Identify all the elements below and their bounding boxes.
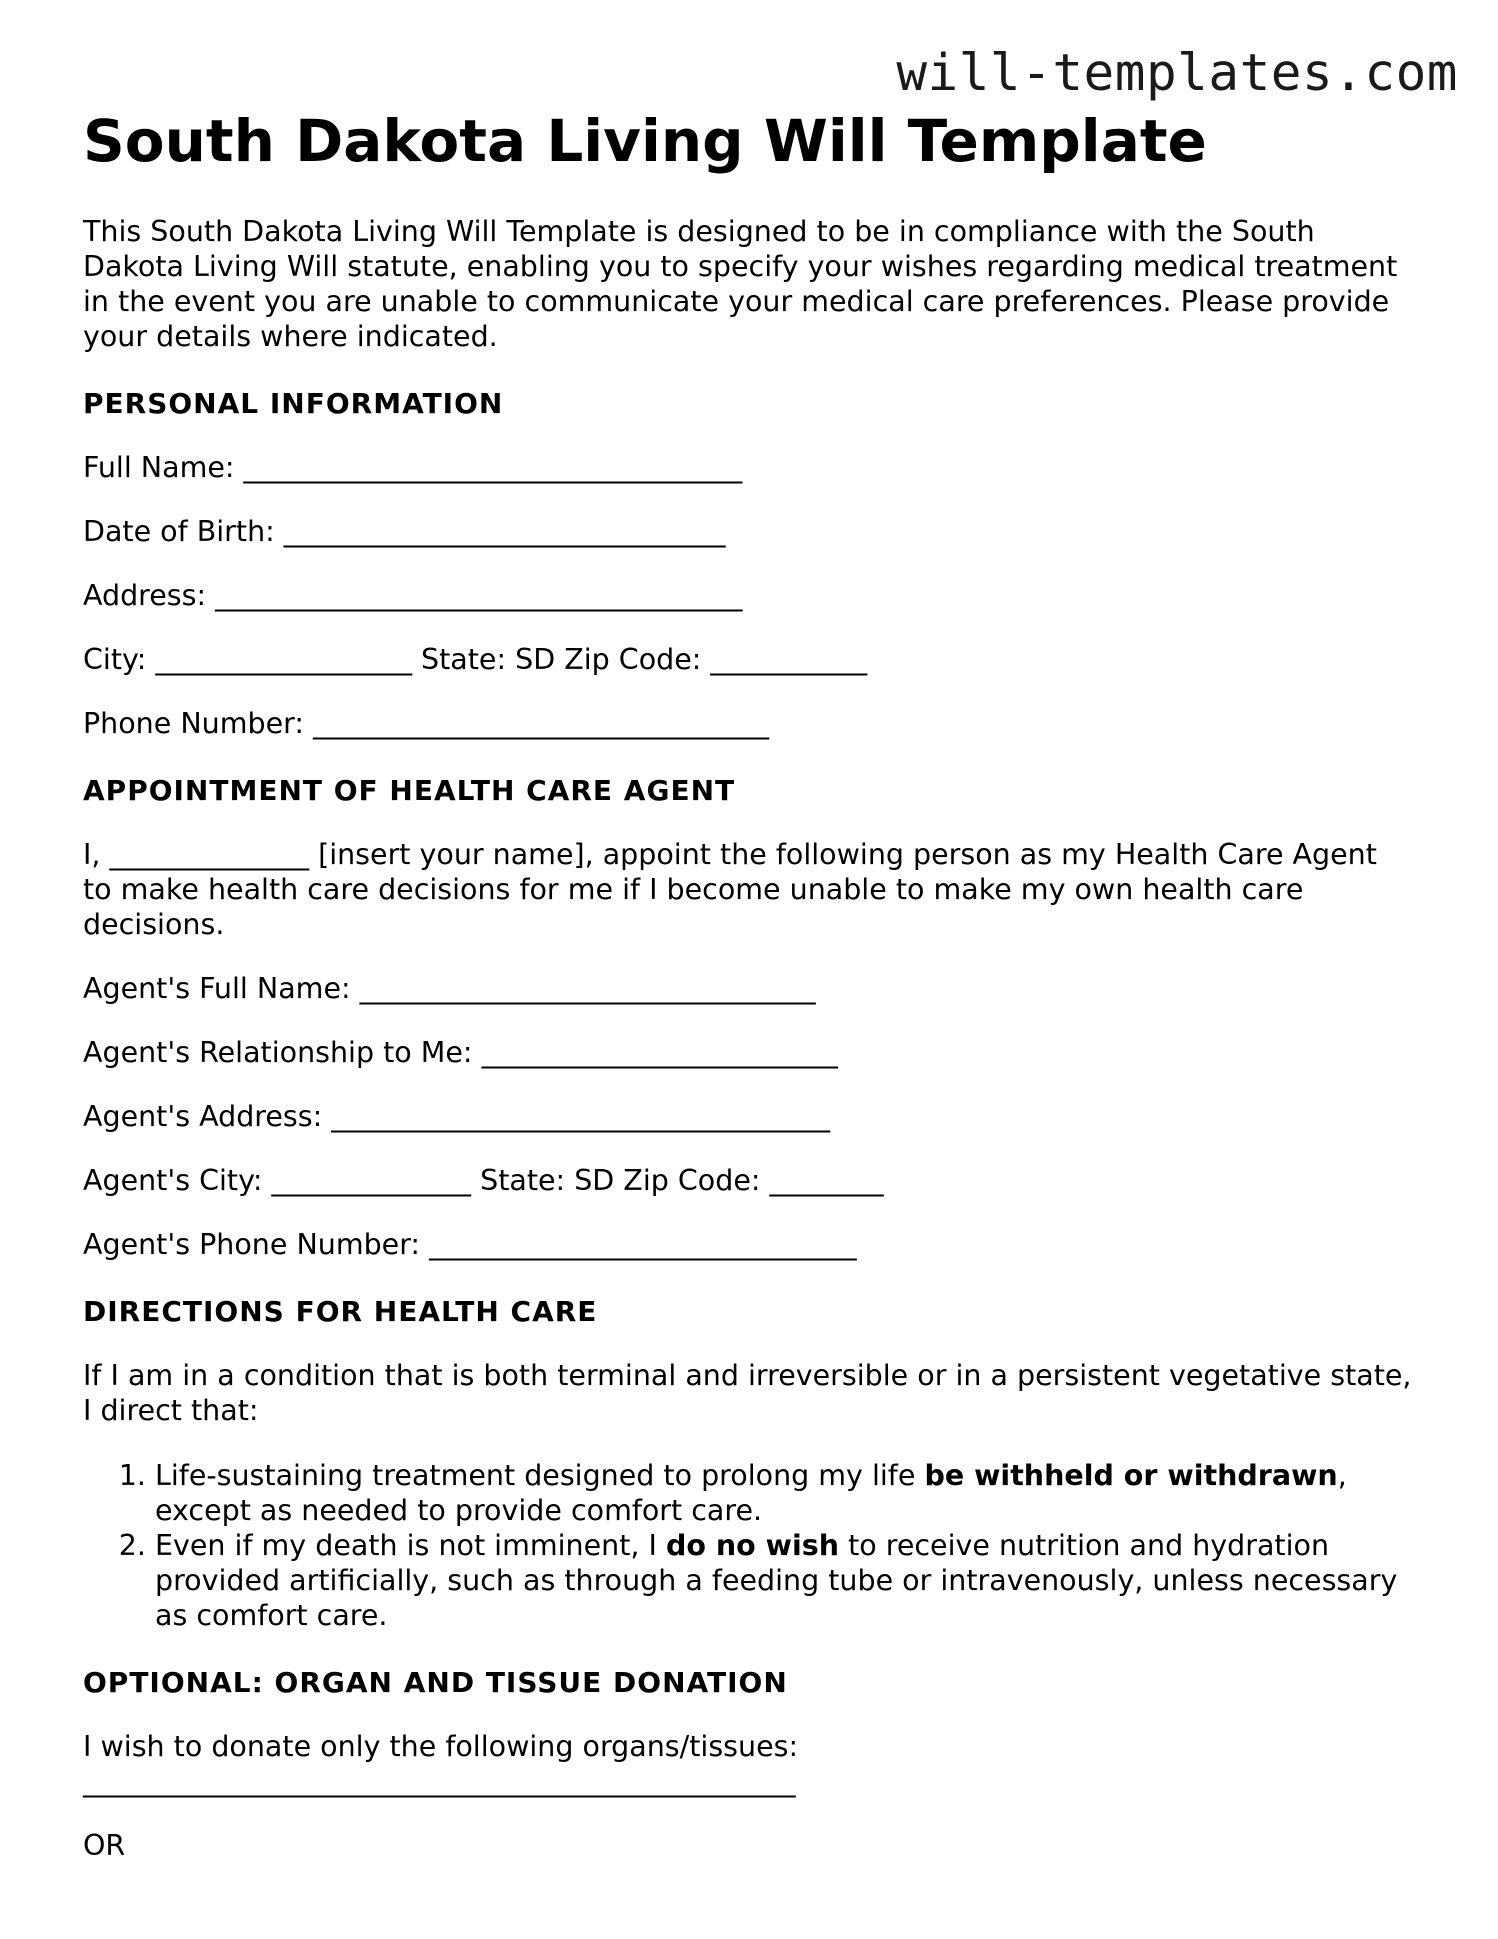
- directions-item-1: 1. Life-sustaining treatment designed to prolong my life be withheld or withdrawn, except as needed to provide comfort care.: [155, 1458, 1413, 1528]
- city-state-zip-field[interactable]: City: __________________ State: SD Zip Code: ___________: [83, 643, 868, 676]
- agent-full-name-field[interactable]: Agent's Full Name: ________________________________: [83, 972, 816, 1005]
- agent-address-field[interactable]: Agent's Address: ___________________________________: [83, 1100, 831, 1133]
- watermark-text: will-templates.com: [896, 44, 1458, 103]
- donate-organs-blank[interactable]: __________________________________________________: [83, 1765, 796, 1798]
- intro-paragraph: This South Dakota Living Will Template is designed to be in compliance with the South Dakota Living Will statute, enabling you to specify your wishes regarding medical treatment in the event you are unable to communicate your medical care preferences. Please provide your details where indicated.: [83, 215, 1398, 353]
- directions-condition-paragraph: If I am in a condition that is both terminal and irreversible or in a persistent vegetative state, I direct that:: [83, 1359, 1412, 1427]
- address-field[interactable]: Address: _____________________________________: [83, 579, 743, 612]
- document-page: [83, 104, 1413, 1863]
- health-care-agent-heading: APPOINTMENT OF HEALTH CARE AGENT: [83, 774, 736, 807]
- directions-heading: DIRECTIONS FOR HEALTH CARE: [83, 1295, 598, 1328]
- page-title: South Dakota Living Will Template: [83, 107, 1207, 175]
- directions-item-2: 2. Even if my death is not imminent, I do no wish to receive nutrition and hydration provided artificially, such as through a feeding tube or intravenously, unless necessary as comfort care.: [155, 1528, 1413, 1633]
- phone-number-field[interactable]: Phone Number: ________________________________: [83, 707, 769, 740]
- date-of-birth-field[interactable]: Date of Birth: _______________________________: [83, 515, 726, 548]
- or-text: OR: [83, 1829, 126, 1862]
- agent-city-state-zip-field[interactable]: Agent's City: ______________ State: SD Zip Code: ________: [83, 1164, 884, 1197]
- agent-relationship-field[interactable]: Agent's Relationship to Me: _________________________: [83, 1036, 838, 1069]
- agent-phone-number-field[interactable]: Agent's Phone Number: ______________________________: [83, 1228, 857, 1261]
- agent-appointment-paragraph[interactable]: I, ______________ [insert your name], appoint the following person as my Health Care Agent to make health care decisions for me if I become unable to make my own health care decisions.: [83, 838, 1377, 941]
- personal-info-heading: PERSONAL INFORMATION: [83, 387, 504, 420]
- donate-only-text: I wish to donate only the following organs/tissues:: [83, 1730, 799, 1763]
- full-name-field[interactable]: Full Name: ___________________________________: [83, 451, 743, 484]
- organ-donation-heading: OPTIONAL: ORGAN AND TISSUE DONATION: [83, 1666, 788, 1699]
- directions-list: [83, 1458, 1413, 1633]
